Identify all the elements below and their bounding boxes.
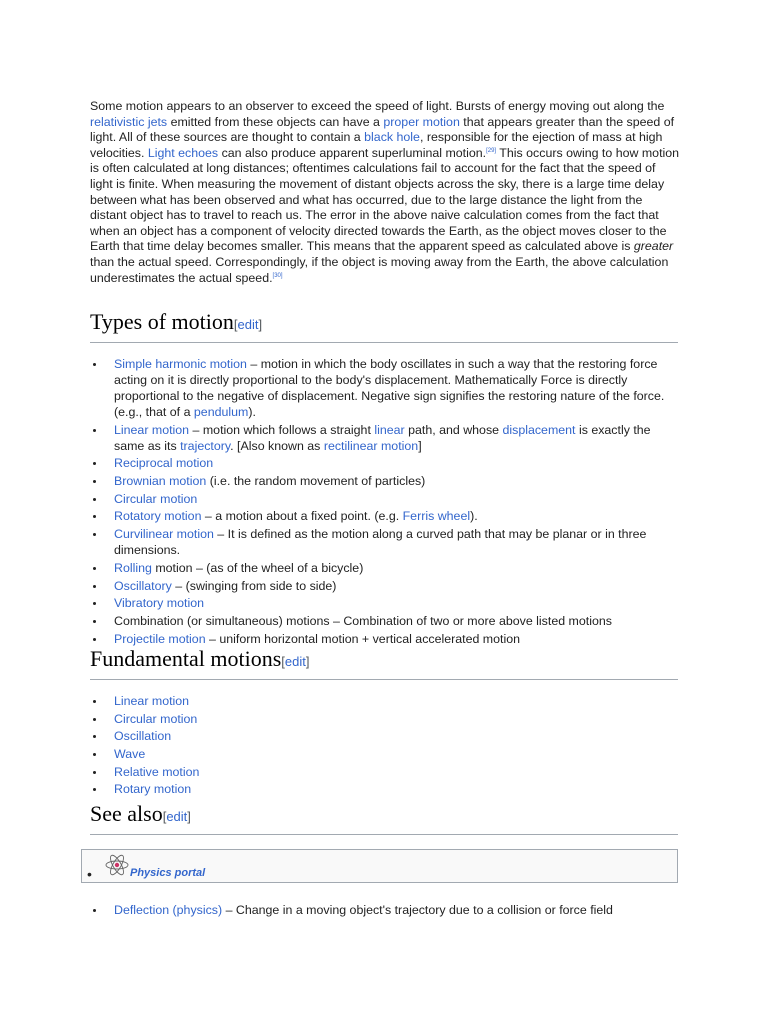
link-fm-linear-motion[interactable]: Linear motion bbox=[114, 694, 190, 708]
link-fm-circular-motion[interactable]: Circular motion bbox=[114, 711, 198, 726]
atom-icon[interactable] bbox=[104, 852, 130, 883]
link-circular-motion[interactable]: Circular motion bbox=[114, 491, 198, 506]
list-item-deflection: Deflection (physics) – Change in a moving object's trajectory due to a collision or force field bbox=[90, 902, 680, 918]
list-item-reciprocal bbox=[90, 455, 680, 471]
list-item-fm-circular bbox=[90, 711, 680, 727]
link-projectile-motion[interactable]: Projectile motion bbox=[114, 631, 206, 646]
list-item-brownian: Brownian motion (i.e. the random movement of particles) bbox=[90, 473, 680, 489]
link-proper-motion[interactable]: proper motion bbox=[383, 114, 460, 129]
link-deflection-physics[interactable]: Deflection (physics) bbox=[114, 903, 223, 917]
edit-link-types[interactable]: edit bbox=[237, 317, 259, 332]
list-item-rotatory: Rotatory motion – a motion about a fixed point. (e.g. Ferris wheel). bbox=[90, 508, 680, 524]
link-trajectory[interactable]: trajectory bbox=[180, 438, 231, 453]
list-item-fm-relative bbox=[90, 764, 680, 780]
heading-see-also: See also[edit] bbox=[90, 799, 678, 835]
link-fm-rotary-motion[interactable]: Rotary motion bbox=[114, 782, 192, 797]
list-item-oscillatory: Oscillatory – (swinging from side to side) bbox=[90, 578, 680, 594]
list-item-fm-rotary bbox=[90, 781, 680, 797]
link-fm-wave[interactable]: Wave bbox=[114, 747, 146, 762]
citation-30[interactable]: [30] bbox=[272, 272, 283, 279]
link-brownian-motion[interactable]: Brownian motion bbox=[114, 474, 207, 489]
link-reciprocal-motion[interactable]: Reciprocal motion bbox=[114, 456, 214, 471]
portal-bullet: • bbox=[87, 866, 92, 882]
link-relativistic-jets[interactable]: relativistic jets bbox=[90, 114, 168, 129]
link-linear[interactable]: linear bbox=[374, 422, 405, 437]
link-curvilinear-motion[interactable]: Curvilinear motion bbox=[114, 527, 214, 542]
fundamental-motions-list bbox=[90, 693, 680, 799]
edit-section-see-also: [edit] bbox=[162, 809, 191, 824]
link-fm-oscillation[interactable]: Oscillation bbox=[114, 729, 172, 744]
list-item-projectile: Projectile motion – uniform horizontal motion + vertical accelerated motion bbox=[90, 631, 680, 647]
intro-paragraph: Some motion appears to an observer to exceed the speed of light. Bursts of energy moving out along the relativistic jets emitted from these objects can have a proper motion that appears greater than the speed of light. All of these sources are thought to contain a black hole, responsible for the ejection of mass at high velocities. Light echoes can also produce apparent superluminal motion.[29] This occurs owing to how motion is often calculated at long distances; oftentimes calculations fail to account for the fact that the speed of light is finite. When measuring the movement of distant objects across the sky, there is a large time delay between what has been observed and what has occurred, due to the large distance the light from the distant object has to travel to reach us. The error in the above naive calculation comes from the fact that when an object has a component of velocity directed towards the Earth, as the object moves closer to the Earth that time delay becomes smaller. This means that the apparent speed as calculated above is greater than the actual speed. Correspondingly, if the object is moving away from the Earth, the above calculation underestimates the actual speed.[30] bbox=[90, 99, 680, 285]
list-item-circular bbox=[90, 491, 680, 507]
list-item-fm-linear bbox=[90, 693, 680, 709]
link-rectilinear-motion[interactable]: rectilinear motion bbox=[323, 438, 419, 453]
portal-box bbox=[81, 849, 678, 883]
link-pendulum[interactable]: pendulum bbox=[193, 405, 249, 419]
heading-types-of-motion: Types of motion[edit] bbox=[90, 307, 678, 343]
list-item-rolling: Rolling motion – (as of the wheel of a bicycle) bbox=[90, 560, 680, 576]
list-item-shm: Simple harmonic motion – motion in which the body oscillates in such a way that the restoring force acting on it is directly proportional to the body's displacement. Mathematically Force is directly proportional to the negative of displacement. Negative sign signifies the restoring nature of the force. (e.g., that of a pendulum). bbox=[90, 356, 680, 420]
list-item-fm-wave bbox=[90, 746, 680, 762]
link-physics-portal[interactable]: Physics portal bbox=[130, 867, 206, 879]
link-black-hole[interactable]: black hole bbox=[364, 130, 420, 145]
list-item-fm-oscillation bbox=[90, 728, 680, 744]
list-item-curvilinear: Curvilinear motion – It is defined as the motion along a curved path that may be planar or in three dimensions. bbox=[90, 526, 680, 558]
list-item-vibratory bbox=[90, 595, 680, 611]
heading-fundamental-motions: Fundamental motions[edit] bbox=[90, 644, 678, 680]
link-rotatory-motion[interactable]: Rotatory motion bbox=[114, 509, 202, 524]
link-ferris-wheel[interactable]: Ferris wheel bbox=[402, 509, 471, 524]
edit-section-types: [edit] bbox=[233, 317, 263, 332]
edit-link-see-also[interactable]: edit bbox=[166, 809, 188, 824]
link-displacement[interactable]: displacement bbox=[502, 422, 576, 437]
edit-link-fundamental[interactable]: edit bbox=[284, 654, 306, 669]
emphasis-greater: greater bbox=[633, 239, 674, 254]
link-rolling[interactable]: Rolling bbox=[114, 560, 152, 575]
link-simple-harmonic-motion[interactable]: Simple harmonic motion bbox=[114, 357, 247, 371]
link-vibratory-motion[interactable]: Vibratory motion bbox=[114, 596, 204, 611]
types-of-motion-list bbox=[90, 356, 680, 648]
edit-section-fundamental: [edit] bbox=[281, 654, 310, 669]
list-item-combination: Combination (or simultaneous) motions – Combination of two or more above listed motions bbox=[90, 613, 680, 629]
list-item-linear: Linear motion – motion which follows a straight linear path, and whose displacement is exactly the same as its trajectory. [Also known as rectilinear motion] bbox=[90, 422, 680, 454]
see-also-list bbox=[90, 902, 680, 918]
citation-29[interactable]: [29] bbox=[486, 147, 497, 154]
link-light-echoes[interactable]: Light echoes bbox=[147, 145, 219, 160]
link-linear-motion[interactable]: Linear motion bbox=[114, 422, 190, 437]
link-oscillatory[interactable]: Oscillatory bbox=[114, 578, 172, 593]
link-fm-relative-motion[interactable]: Relative motion bbox=[114, 764, 200, 779]
